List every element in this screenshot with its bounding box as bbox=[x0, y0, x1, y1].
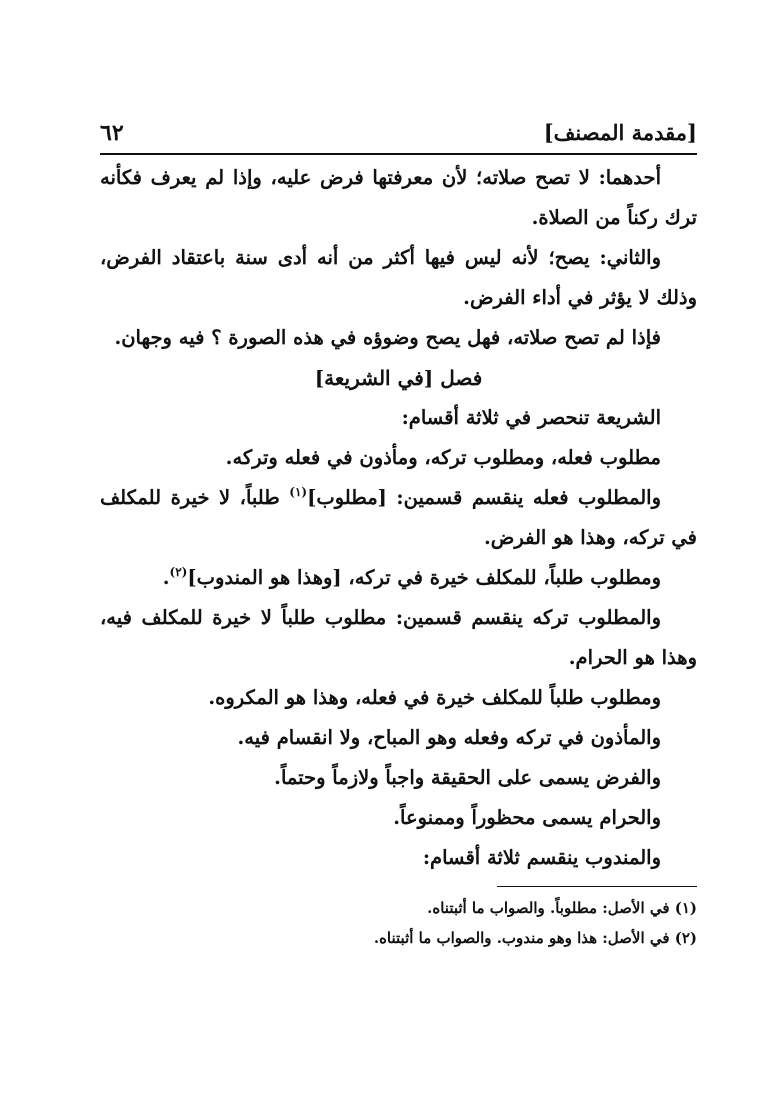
paragraph: والمأذون في تركه وفعله وهو المباح، ولا انقسام فيه. bbox=[237, 726, 661, 749]
footnote: (٢) في الأصل: هذا وهو مندوب. والصواب ما أثبتناه. bbox=[373, 929, 697, 947]
paragraph-text: طلباً، لا خيرة للمكلف في تركه، وهذا هو الفرض. bbox=[100, 486, 697, 549]
page-header bbox=[100, 118, 697, 152]
paragraph: والحرام يسمى محظوراً وممنوعاً. bbox=[393, 806, 661, 829]
paragraph-text: . bbox=[162, 566, 170, 589]
paragraph: فإذا لم تصح صلاته، فهل يصح وضوؤه في هذه الصورة ؟ فيه وجهان. bbox=[114, 326, 661, 349]
paragraph: والمندوب ينقسم ثلاثة أقسام: bbox=[422, 846, 661, 869]
footnote-ref: (٢) bbox=[169, 565, 188, 579]
footnote-ref: (١) bbox=[289, 485, 308, 499]
header-title: [مقدمة المصنف] bbox=[543, 120, 697, 145]
main-text bbox=[100, 158, 697, 878]
paragraph: والفرض يسمى على الحقيقة واجباً ولازماً وحتماً. bbox=[274, 766, 661, 789]
footnotes bbox=[100, 893, 697, 953]
paragraph bbox=[100, 558, 697, 598]
page-number: ٦٢ bbox=[100, 120, 124, 146]
paragraph bbox=[100, 478, 697, 558]
footnote: (١) في الأصل: مطلوباً. والصواب ما أثبتناه. bbox=[427, 899, 697, 917]
paragraph-text: والمطلوب فعله ينقسم قسمين: [مطلوب] bbox=[307, 486, 661, 509]
header-rule bbox=[100, 153, 697, 155]
section-title: فصل [في الشريعة] bbox=[314, 366, 483, 390]
paragraph: أحدهما: لا تصح صلاته؛ لأن معرفتها فرض عليه، وإذا لم يعرف فكأنه ترك ركناً من الصلاة. bbox=[100, 166, 697, 229]
footnote-rule bbox=[497, 886, 697, 887]
paragraph: والثاني: يصح؛ لأنه ليس فيها أكثر من أنه أدى سنة باعتقاد الفرض، وذلك لا يؤثر في أداء الفرض. bbox=[100, 246, 697, 309]
paragraph: والمطلوب تركه ينقسم قسمين: مطلوب طلباً لا خيرة للمكلف فيه، وهذا هو الحرام. bbox=[100, 606, 697, 669]
paragraph: مطلوب فعله، ومطلوب تركه، ومأذون في فعله وتركه. bbox=[225, 446, 661, 469]
paragraph-text: ومطلوب طلباً، للمكلف خيرة في تركه، [وهذا هو المندوب] bbox=[187, 566, 661, 589]
paragraph: الشريعة تنحصر في ثلاثة أقسام: bbox=[401, 406, 661, 429]
paragraph: ومطلوب طلباً للمكلف خيرة في فعله، وهذا هو المكروه. bbox=[208, 686, 661, 709]
